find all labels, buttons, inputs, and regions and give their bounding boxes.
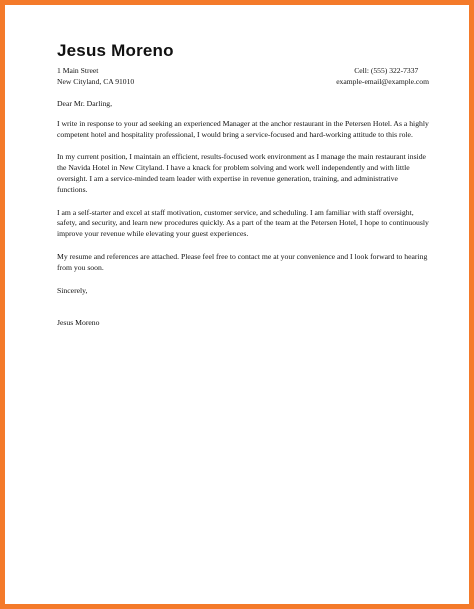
letter-document xyxy=(57,41,429,341)
email-address: example-email@example.com xyxy=(336,77,429,86)
address-line-2: New Cityland, CA 91010 xyxy=(57,77,135,86)
sender-name: Jesus Moreno xyxy=(57,41,174,60)
paragraph-current-position: In my current position, I maintain an efficient, results-focused work environment as I manage the main restaurant inside the Navida Hotel in New Cityland. I have a knack for problem solving and work well independently and with little oversight. I am a service-minded team leader with expertise in revenue generation, training, and administrative functions. xyxy=(57,152,426,194)
contact-block xyxy=(57,65,429,91)
letter-body xyxy=(57,99,429,329)
address-line-1: 1 Main Street xyxy=(57,66,99,75)
phone-number: Cell: (555) 322-7337 xyxy=(354,66,419,75)
address-block xyxy=(57,65,134,87)
salutation: Dear Mr. Darling, xyxy=(57,99,113,108)
paragraph-closing-remarks: My resume and references are attached. Please feel free to contact me at your convenience and I look forward to hearing from you soon. xyxy=(57,251,428,272)
contact-info xyxy=(336,65,429,87)
paragraph-intro: I write in response to your ad seeking an experienced Manager at the anchor restaurant in the Petersen Hotel. As a highly competent hotel and hospitality professional, I would bring a service-focused and hard-working attitude to this role. xyxy=(57,118,429,139)
closing: Sincerely, xyxy=(57,285,88,295)
signature: Jesus Moreno xyxy=(57,318,100,328)
paragraph-skills: I am a self-starter and excel at staff motivation, customer service, and scheduling. I am familiar with staff oversight, safety, and security, and learn new procedures quickly. As a part of the team at the Petersen Hotel, I hope to continuously improve your revenue while elevating your guest experiences. xyxy=(57,207,429,239)
